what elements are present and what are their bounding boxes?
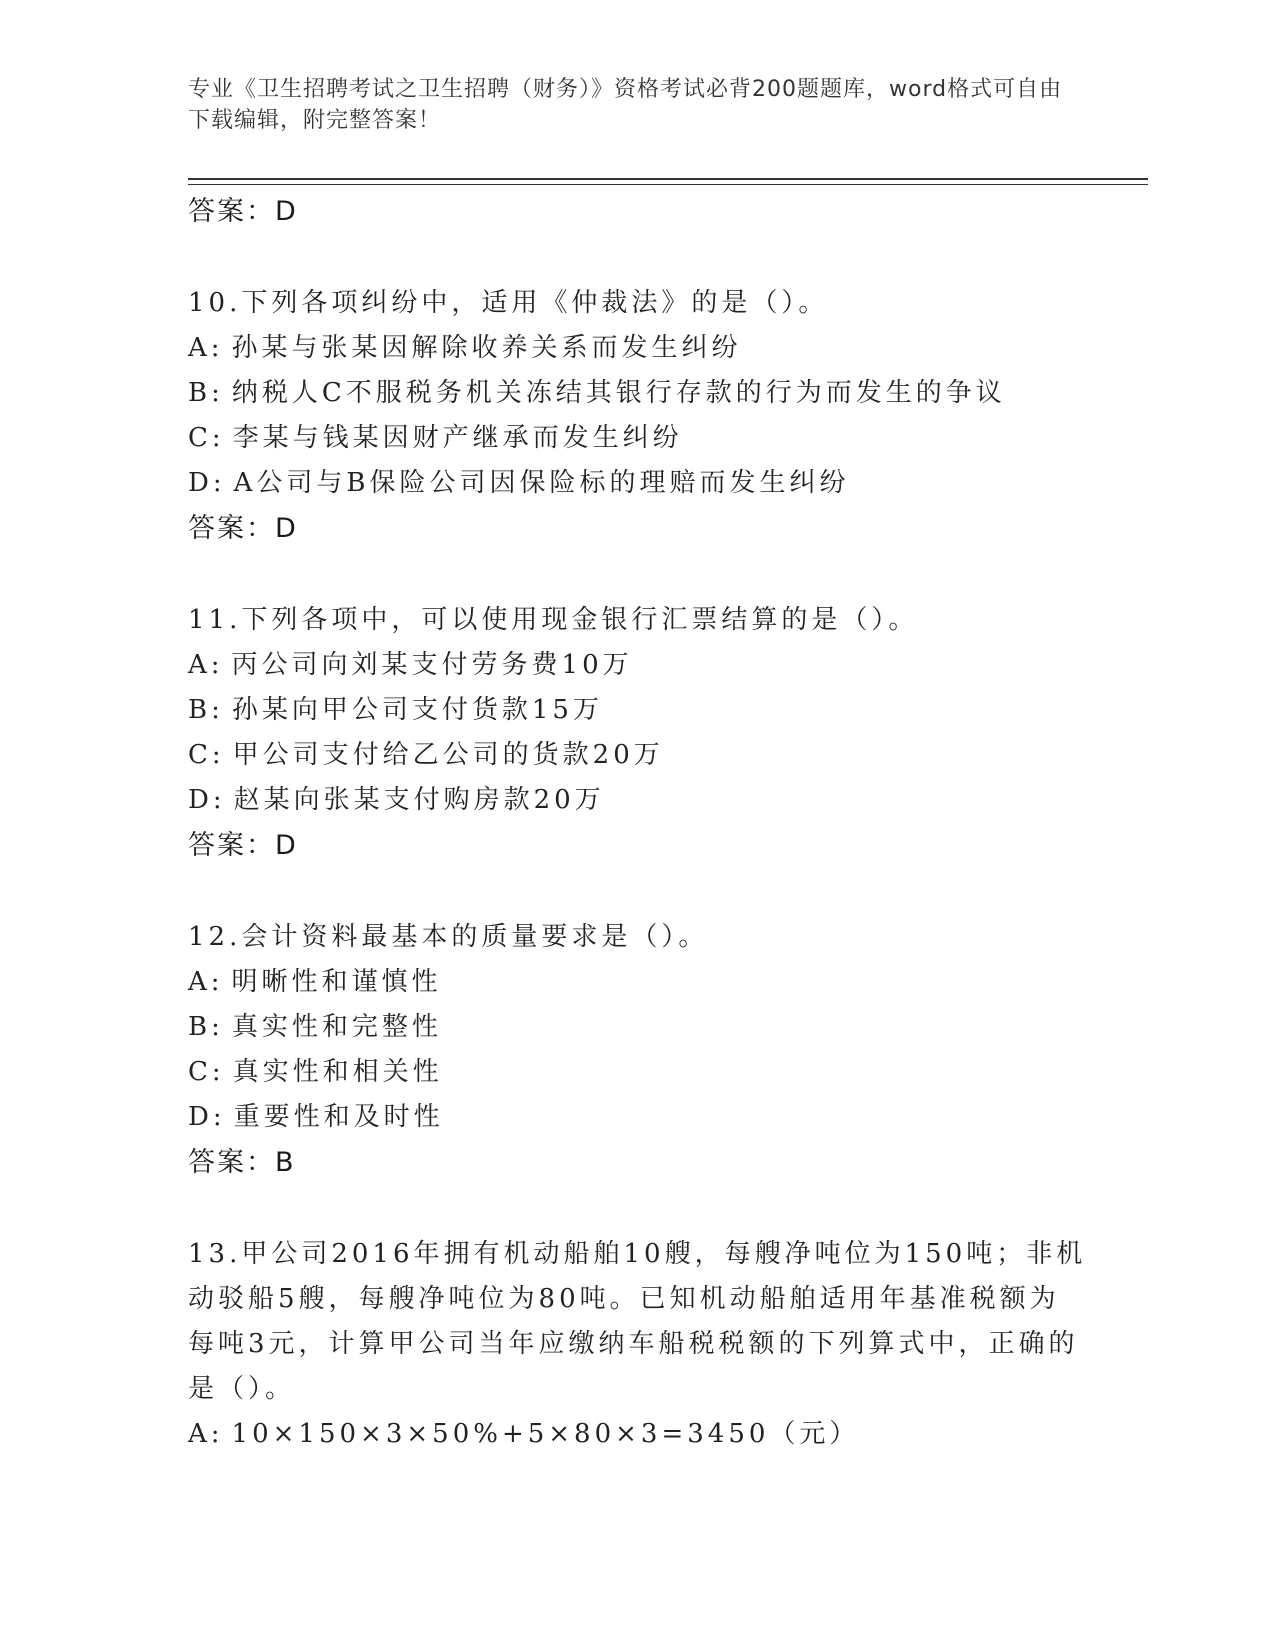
option-letter: C:	[188, 423, 225, 453]
answer: 答案：D	[188, 513, 298, 544]
header-rule-thin	[188, 184, 1148, 185]
option-text: 纳税人C不服税务机关冻结其银行存款的行为而发生的争议	[231, 378, 1006, 408]
option-text: 丙公司向刘某支付劳务费10万	[231, 650, 633, 680]
option-text: 真实性和完整性	[231, 1012, 442, 1042]
option-letter: A:	[188, 333, 224, 363]
option-text: 10×150×3×50%+5×80×3=3450（元）	[231, 1419, 860, 1449]
question-13	[188, 1232, 1088, 1457]
question-stem: 12.会计资料最基本的质量要求是（）。	[188, 922, 709, 952]
option-text: 甲公司支付给乙公司的货款20万	[232, 740, 664, 770]
option-b	[188, 371, 1088, 416]
spacer	[188, 234, 1088, 281]
option-d	[188, 778, 1088, 823]
option-c	[188, 416, 1088, 461]
option-letter: D:	[188, 1102, 226, 1132]
answer: 答案：B	[188, 1147, 296, 1178]
header-rule	[188, 178, 1148, 180]
option-a	[188, 960, 1088, 1005]
option-letter: B:	[188, 378, 224, 408]
option-text: 明晰性和谨慎性	[231, 967, 442, 997]
question-11	[188, 598, 1088, 868]
option-text: 李某与钱某因财产继承而发生纠纷	[232, 423, 683, 453]
option-a	[188, 326, 1088, 371]
option-letter: D:	[188, 468, 226, 498]
option-letter: C:	[188, 1057, 225, 1087]
option-text: A公司与B保险公司因保险标的理赔而发生纠纷	[233, 468, 850, 498]
answer: 答案：D	[188, 830, 298, 861]
page-header: 专业《卫生招聘考试之卫生招聘（财务）》资格考试必背200题题库，word格式可自由下载编辑，附完整答案！	[188, 77, 1063, 133]
option-c	[188, 1050, 1088, 1095]
option-letter: A:	[188, 967, 224, 997]
option-letter: C:	[188, 740, 225, 770]
question-stem: 13.甲公司2016年拥有机动船舶10艘，每艘净吨位为150吨；非机动驳船5艘，每艘净吨位为80吨。已知机动船舶适用年基准税额为每吨3元，计算甲公司当年应缴纳车船税税额的下列算式中，正确的是（）。	[188, 1239, 1087, 1404]
option-letter: D:	[188, 785, 226, 815]
option-d	[188, 461, 1088, 506]
spacer	[188, 1185, 1088, 1232]
option-d	[188, 1095, 1088, 1140]
question-12	[188, 915, 1088, 1185]
question-stem: 11.下列各项中，可以使用现金银行汇票结算的是（）。	[188, 605, 919, 635]
spacer	[188, 868, 1088, 915]
option-text: 孙某向甲公司支付货款15万	[231, 695, 603, 725]
option-a	[188, 643, 1088, 688]
option-letter: B:	[188, 695, 224, 725]
option-letter: A:	[188, 1419, 224, 1449]
option-text: 孙某与张某因解除收养关系而发生纠纷	[231, 333, 742, 363]
question-stem: 10.下列各项纠纷中，适用《仲裁法》的是（）。	[188, 288, 829, 318]
option-text: 赵某向张某支付购房款20万	[233, 785, 605, 815]
option-text: 重要性和及时性	[233, 1102, 444, 1132]
option-a	[188, 1412, 1088, 1457]
previous-answer: 答案：D	[188, 196, 298, 227]
option-letter: A:	[188, 650, 224, 680]
spacer	[188, 551, 1088, 598]
option-c	[188, 733, 1088, 778]
option-letter: B:	[188, 1012, 224, 1042]
option-b	[188, 688, 1088, 733]
question-10	[188, 281, 1088, 551]
document-body	[188, 189, 1088, 1457]
option-b	[188, 1005, 1088, 1050]
option-text: 真实性和相关性	[232, 1057, 443, 1087]
